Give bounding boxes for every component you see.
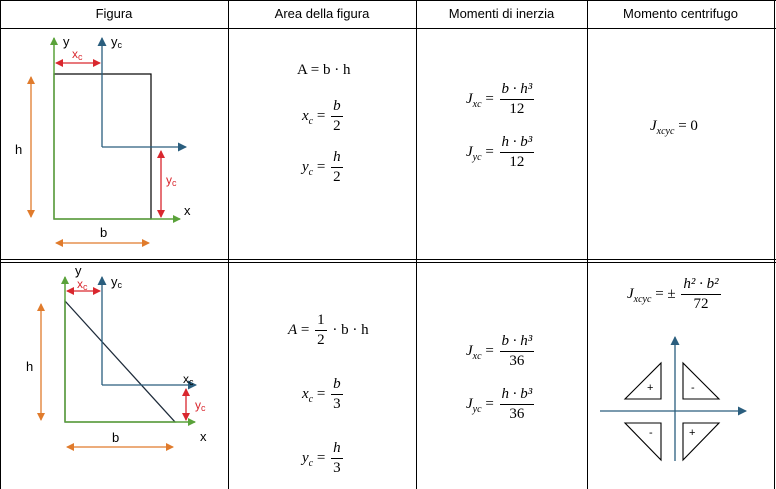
- grid-line: [774, 0, 775, 489]
- tri-area-formula: A = $\frac{1}{2}$ · b · h: [288, 312, 369, 348]
- label-y: y: [75, 263, 82, 278]
- label-yc: yc: [111, 274, 122, 290]
- tri-jyc-formula: $J_{yc}$ = $\frac{\text{h · b³}}{36}$: [466, 386, 533, 422]
- label-yc: yc: [111, 34, 122, 50]
- rect-jyc-formula: $J_{yc}$ = $\frac{\text{h · b³}}{12}$: [466, 134, 533, 170]
- grid-line: [587, 0, 588, 489]
- label-x: x: [200, 429, 207, 444]
- label-xc-axis: xc: [183, 372, 194, 387]
- triangle-quadrant-tr: [683, 363, 719, 399]
- label-h: h: [26, 359, 34, 374]
- rectangle-diagram: [0, 29, 228, 259]
- rect-area-formula: A = b · h: [297, 62, 351, 78]
- label-x: x: [184, 203, 191, 218]
- header-centrifugo: Momento centrifugo: [623, 6, 738, 21]
- grid-line: [0, 259, 776, 260]
- grid-line: [228, 0, 229, 489]
- label-h: h: [15, 142, 23, 157]
- sign-br: +: [689, 427, 696, 439]
- rect-jxc-formula: $J_{xc}$ = $\frac{\text{b · h³}}{12}$: [466, 81, 533, 117]
- sign-tl: +: [647, 382, 654, 394]
- triangle-shape: [65, 301, 175, 422]
- tri-xc-formula: $x_c$ = $\frac{b}{3}$: [302, 376, 341, 412]
- triangle-diagram: [0, 263, 228, 489]
- label-yc-dim: yc: [195, 398, 206, 413]
- label-xc-top: xc: [77, 277, 88, 292]
- label-b: b: [112, 430, 120, 445]
- label-b: b: [100, 225, 108, 240]
- label-y: y: [63, 34, 70, 49]
- rect-centrifugal-formula: $J_{xcyc} = 0$: [650, 118, 698, 137]
- quadrant-sign-diagram: [595, 333, 755, 468]
- sign-bl: -: [649, 427, 653, 439]
- triangle-quadrant-tl: [625, 363, 661, 399]
- header-figura: Figura: [95, 6, 133, 21]
- header-momenti: Momenti di inerzia: [448, 6, 555, 21]
- tri-centrifugal-formula: $J_{xcyc}$ = ± $\frac{\text{h² · b²}}{72}$: [627, 276, 719, 312]
- label-xc: xc: [72, 47, 83, 62]
- tri-yc-formula: $y_c$ = $\frac{h}{3}$: [302, 440, 341, 476]
- rect-yc-formula: $y_c$ = $\frac{h}{2}$: [302, 149, 341, 185]
- sign-tr: -: [691, 382, 695, 394]
- tri-jxc-formula: $J_{xc}$ = $\frac{\text{b · h³}}{36}$: [466, 333, 533, 369]
- triangle-quadrant-bl: [625, 423, 661, 460]
- header-area: Area della figura: [274, 6, 370, 21]
- label-yc-dim: yc: [166, 173, 177, 188]
- grid-line: [416, 0, 417, 489]
- rect-xc-formula: $x_c$ = $\frac{b}{2}$: [302, 98, 341, 134]
